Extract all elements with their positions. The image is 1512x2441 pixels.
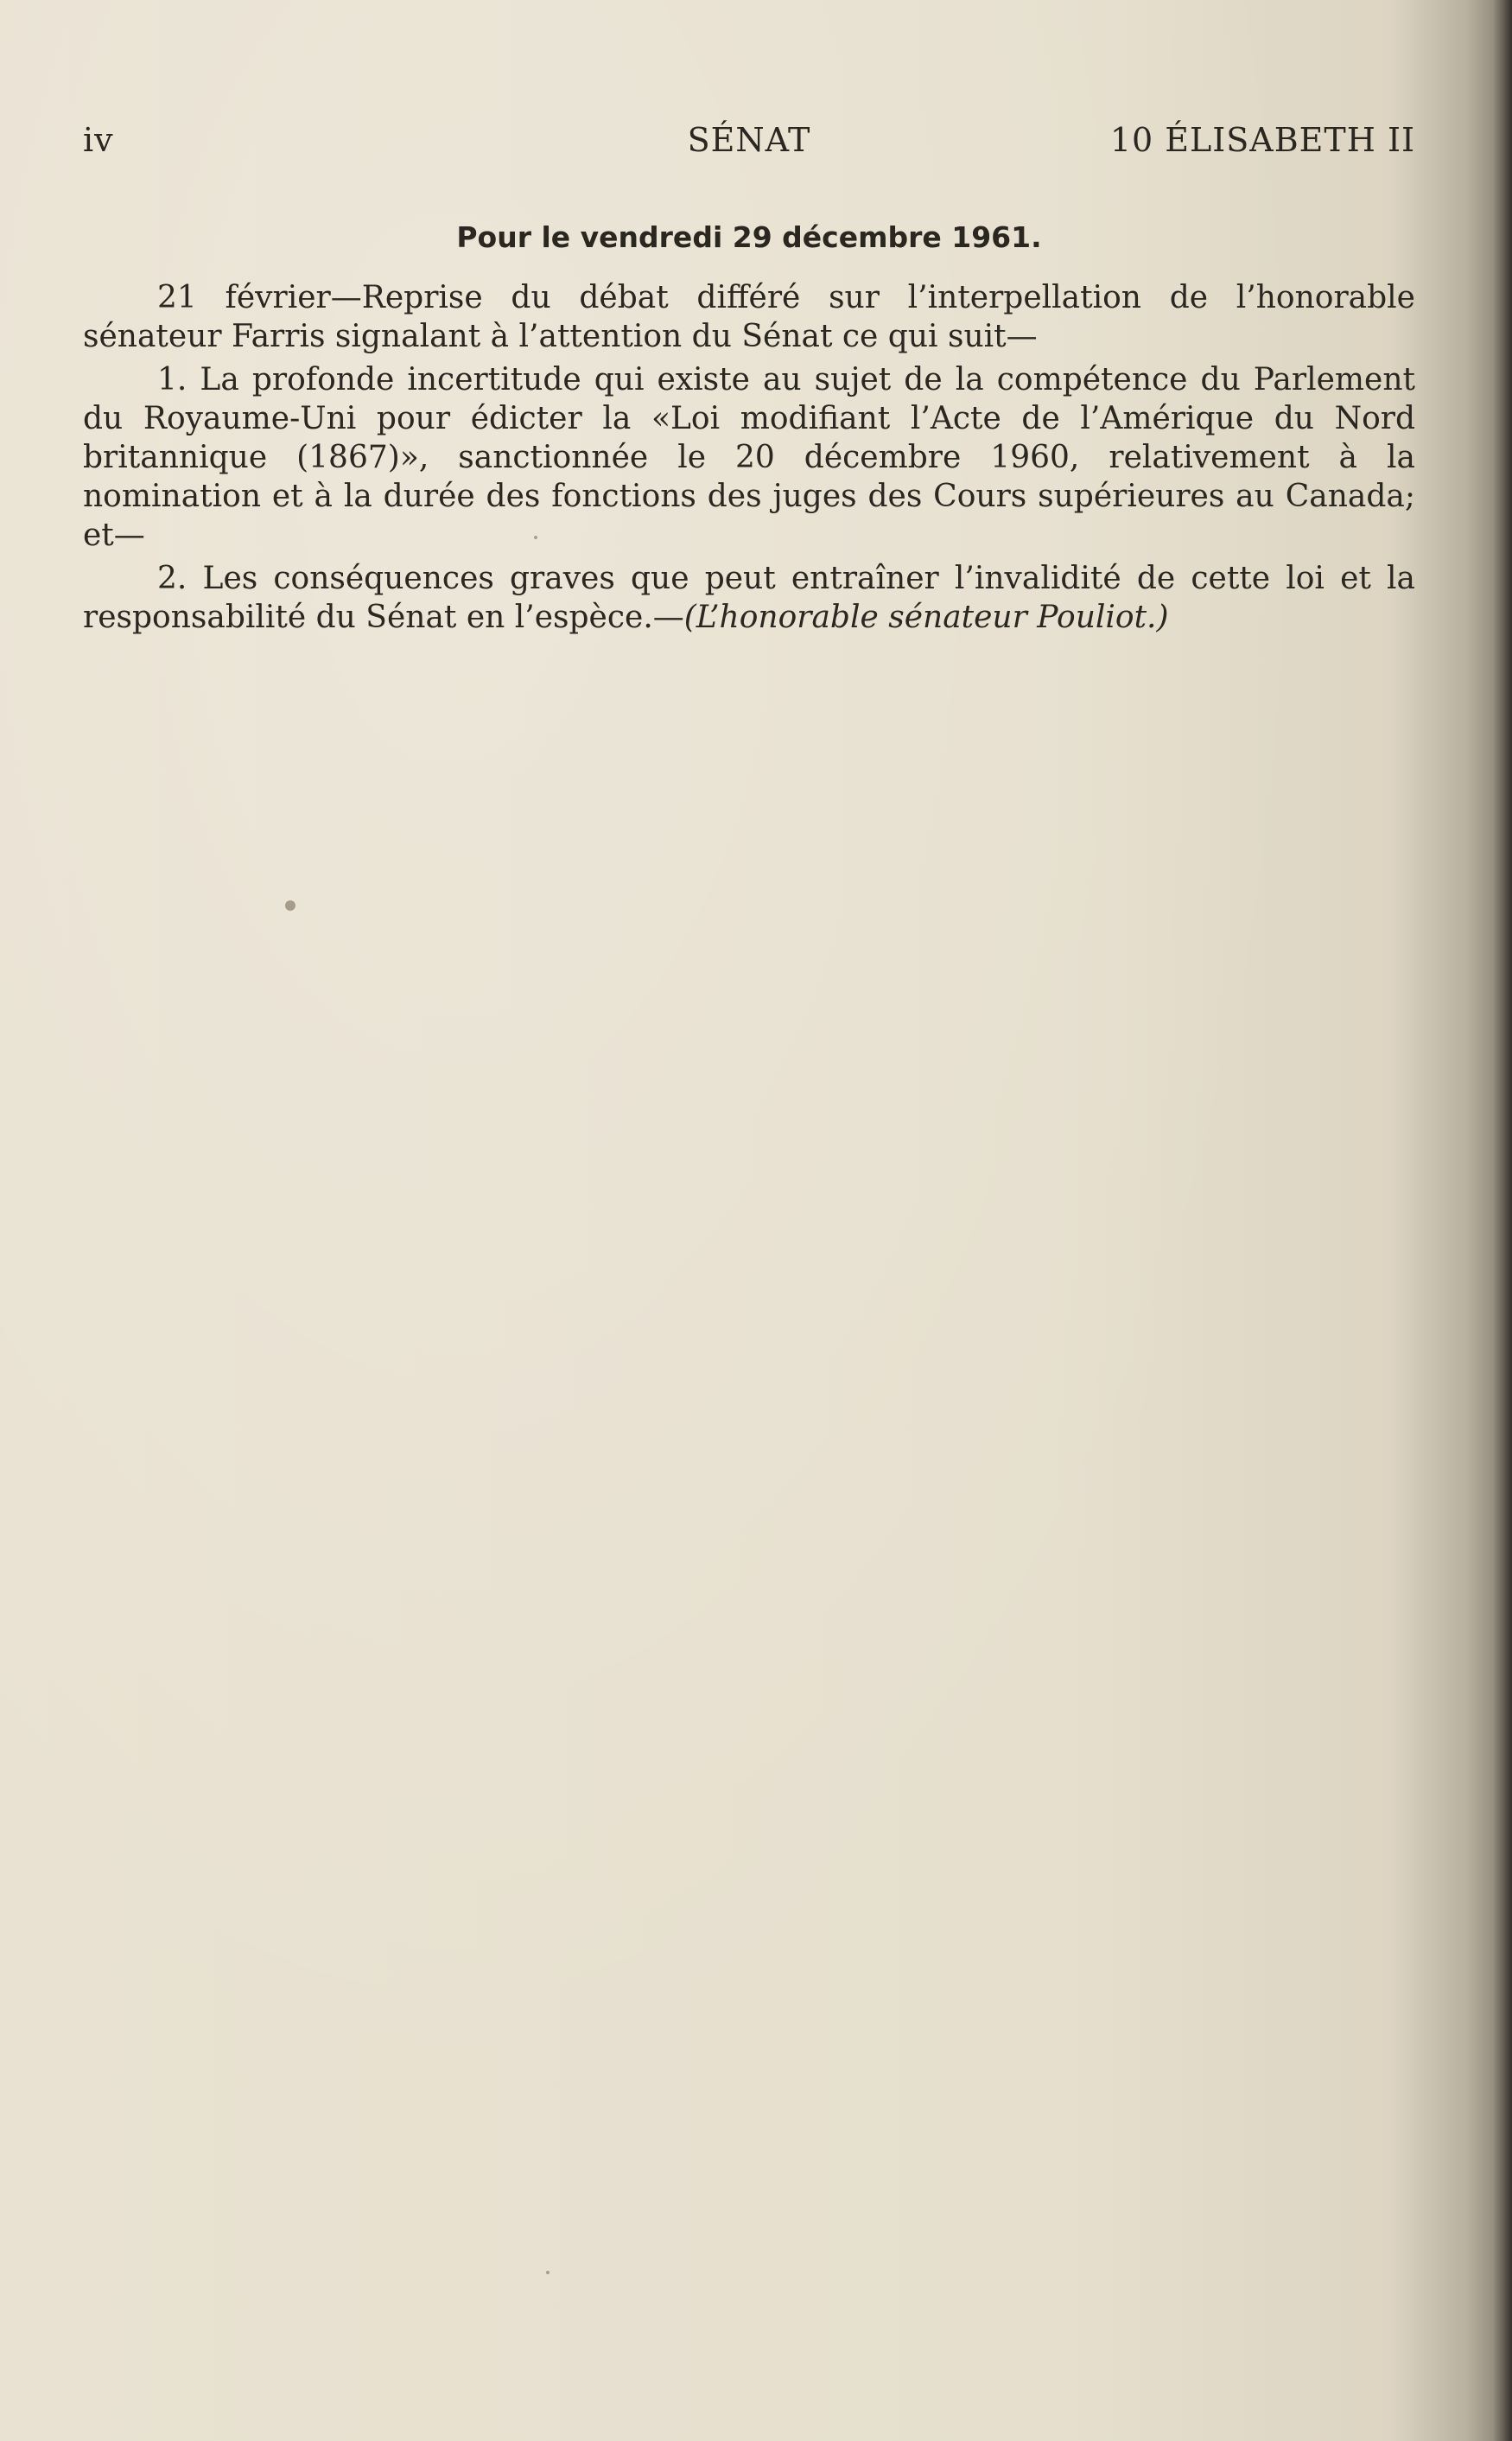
entry-item-1 — [83, 360, 1415, 555]
item-text: La profonde incertitude qui existe au sujet de la compétence du Parlement du Royaume-Uni pour édicter la «Loi modifiant l’Acte de l’Amérique du Nord britannique (1867)», sanctionnée le 20 décembre 1960, relativement à la nomination et à la durée des fonctions des juges des Cours supérieures au Canada; et— — [83, 362, 1415, 553]
regnal-year: 10 ÉLISABETH II — [1109, 121, 1415, 159]
item-number: 2. — [157, 561, 187, 596]
page-number: iv — [83, 121, 114, 159]
section-heading: Pour le vendredi 29 décembre 1961. — [456, 220, 1042, 254]
entry-item-2 — [83, 559, 1415, 637]
item-text: Les conséquences graves que peut entraîner l’invalidité de cette loi et la responsabilité du Sénat en l’espèce.— — [83, 561, 1415, 635]
running-head — [83, 121, 1415, 164]
order-paper-entry — [83, 278, 1415, 641]
item-attribution: (L’honorable sénateur Pouliot.) — [683, 600, 1169, 635]
paper-speck — [285, 900, 295, 911]
entry-intro: 21 février—Reprise du débat différé sur l’interpellation de l’honorable sénateur Farris signalant à l’attention du Sénat ce qui suit— — [83, 280, 1415, 354]
paper-speck — [546, 2271, 550, 2274]
page-binding-shadow — [1493, 0, 1512, 2441]
paper-speck — [534, 536, 537, 539]
item-number: 1. — [157, 362, 187, 397]
running-head-title: SÉNAT — [687, 121, 811, 159]
